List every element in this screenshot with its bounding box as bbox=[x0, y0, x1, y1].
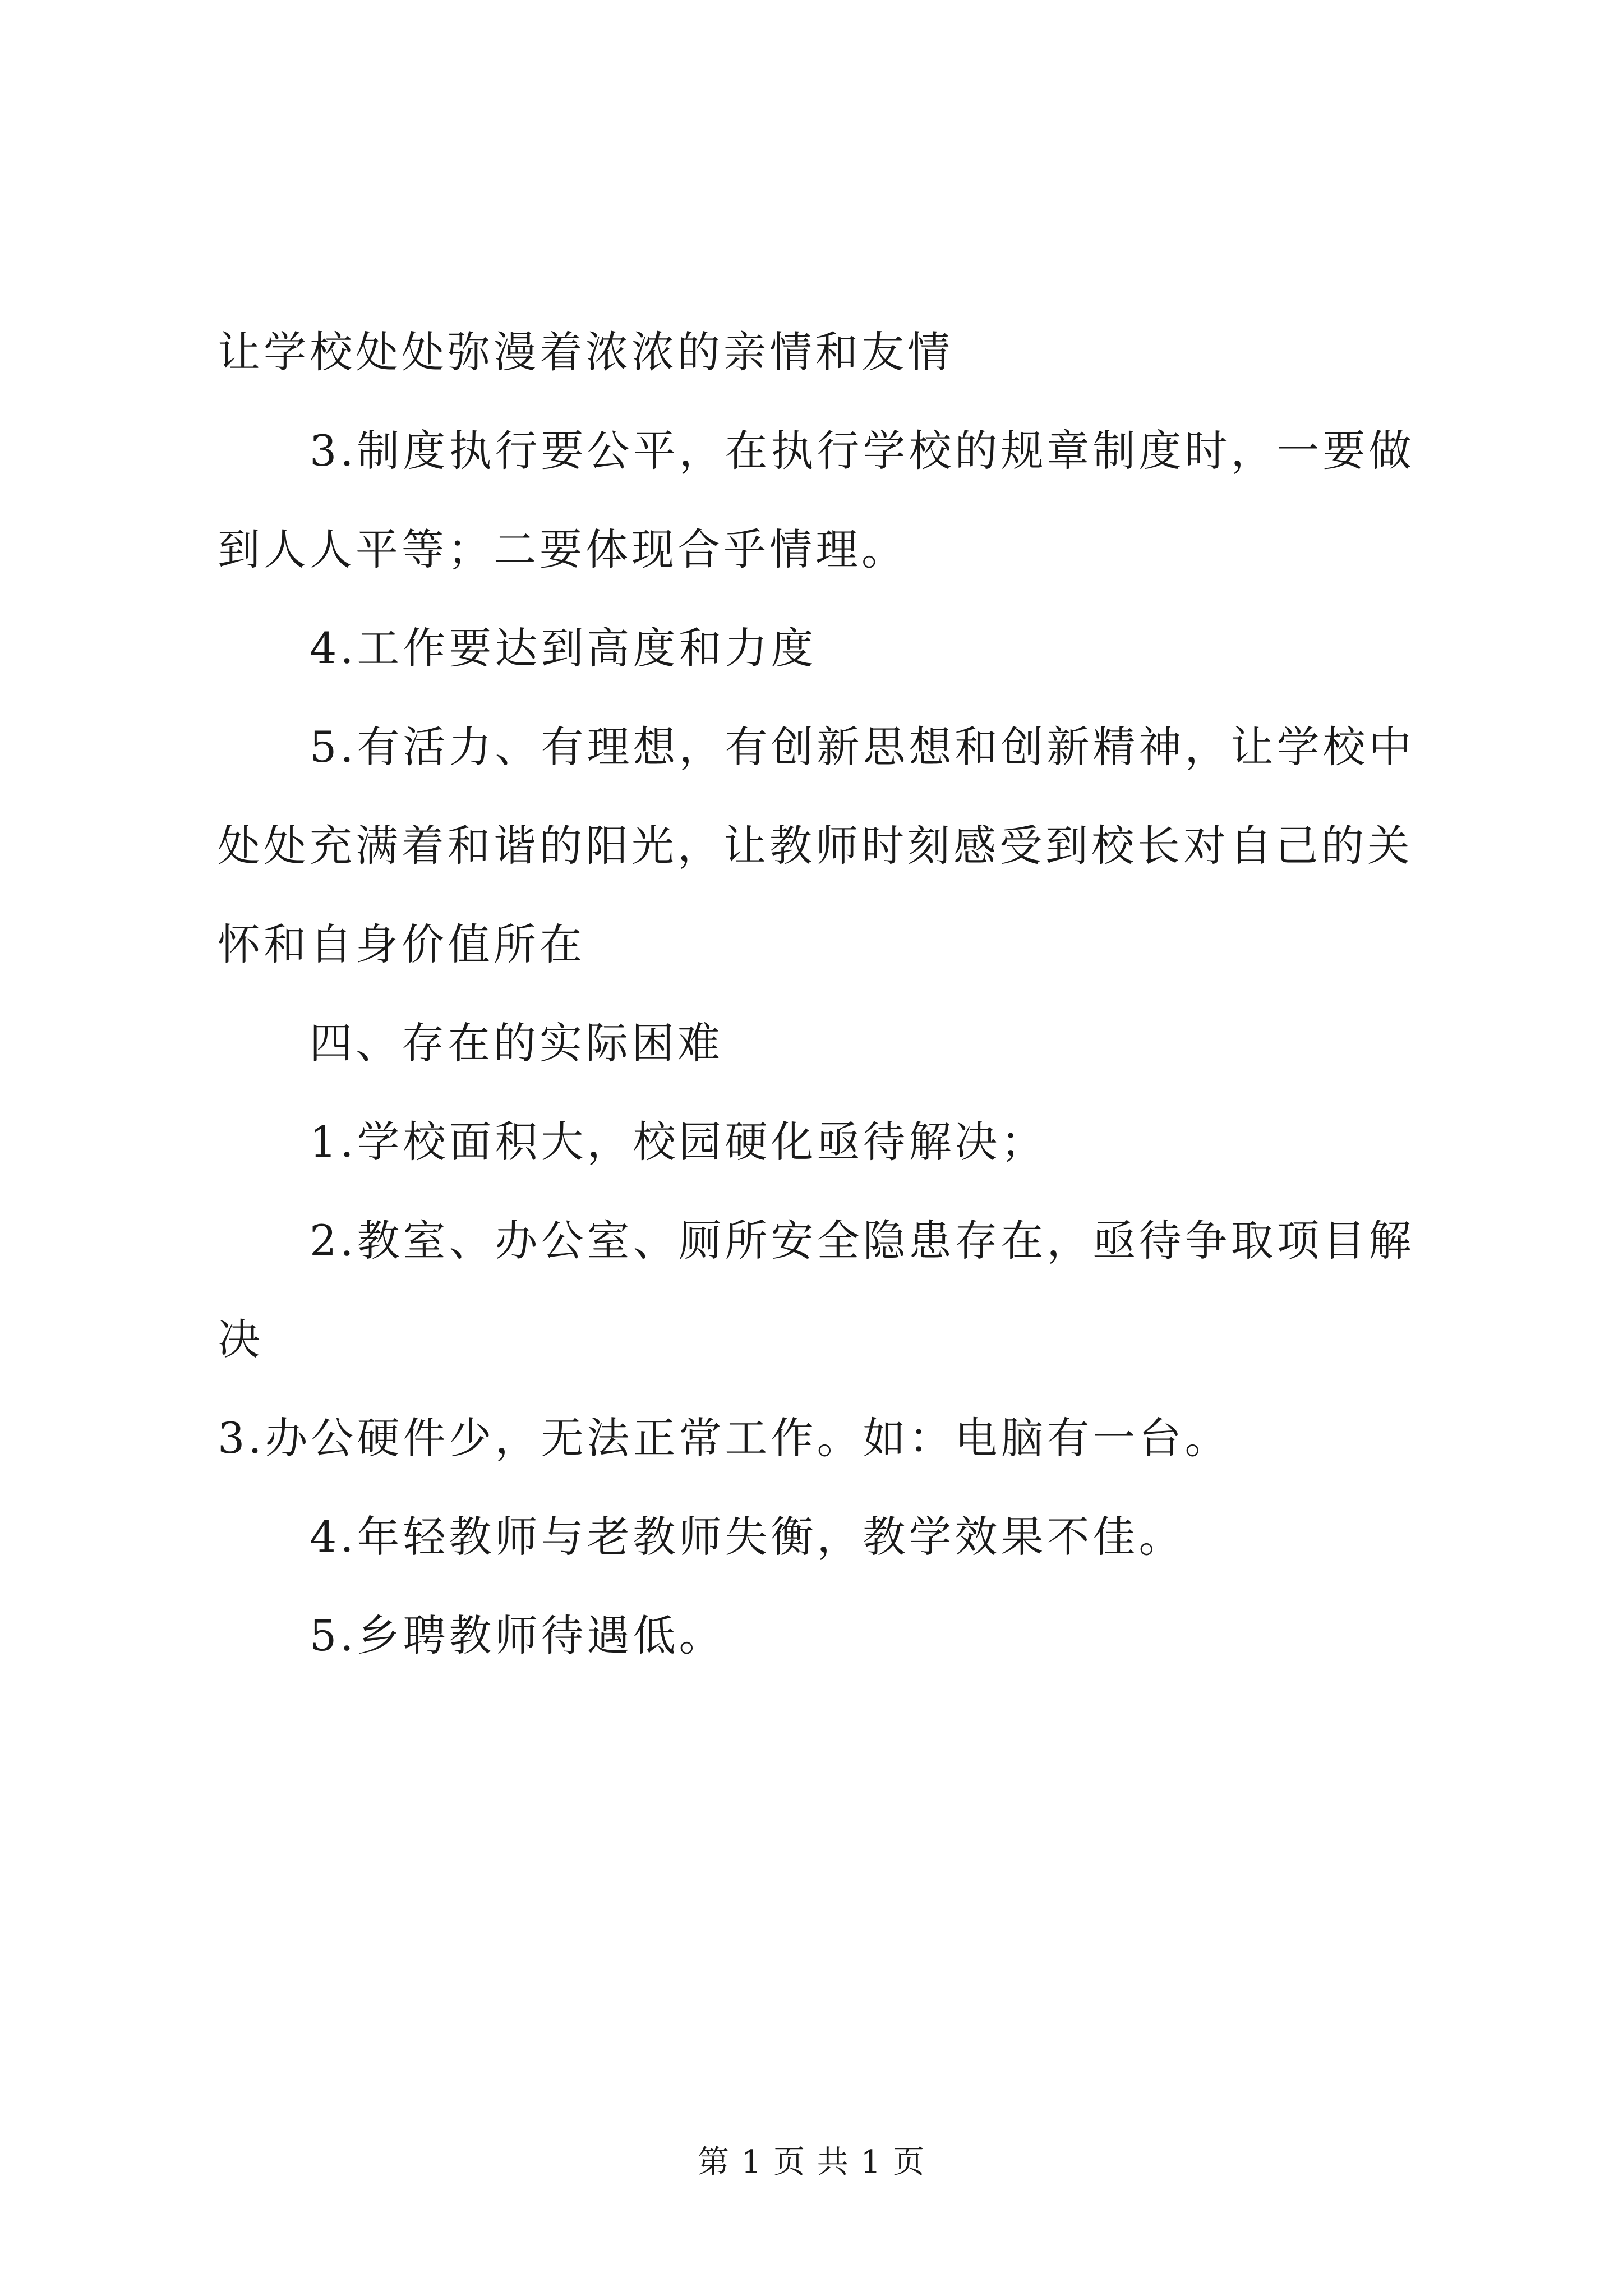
paragraph-4: 5.有活力、有理想，有创新思想和创新精神，让学校中处处充满着和谐的阳光，让教师时刻感受到校长对自己的关怀和自身价值所在 bbox=[218, 722, 1415, 969]
paragraph-3: 4.工作要达到高度和力度 bbox=[310, 623, 817, 673]
paragraph-8: 3.办公硬件少，无法正常工作。如：电脑有一台。 bbox=[218, 1413, 1231, 1463]
paragraph-10: 5.乡聘教师待遇低。 bbox=[310, 1611, 725, 1660]
paragraph-1: 让学校处处弥漫着浓浓的亲情和友情 bbox=[218, 327, 953, 377]
paragraph-6: 1.学校面积大，校园硬化亟待解决； bbox=[310, 1117, 1047, 1167]
paragraph-7: 2.教室、办公室、厕所安全隐患存在，亟待争取项目解决 bbox=[218, 1216, 1415, 1364]
paragraph-9: 4.年轻教师与老教师失衡，教学效果不佳。 bbox=[310, 1512, 1185, 1562]
section-heading: 四、存在的实际困难 bbox=[310, 1018, 723, 1068]
paragraph-2: 3.制度执行要公平，在执行学校的规章制度时，一要做到人人平等；二要体现合乎情理。 bbox=[218, 426, 1415, 574]
document-body bbox=[218, 303, 1440, 1685]
page-footer: 第 1 页 共 1 页 bbox=[697, 2144, 926, 2180]
